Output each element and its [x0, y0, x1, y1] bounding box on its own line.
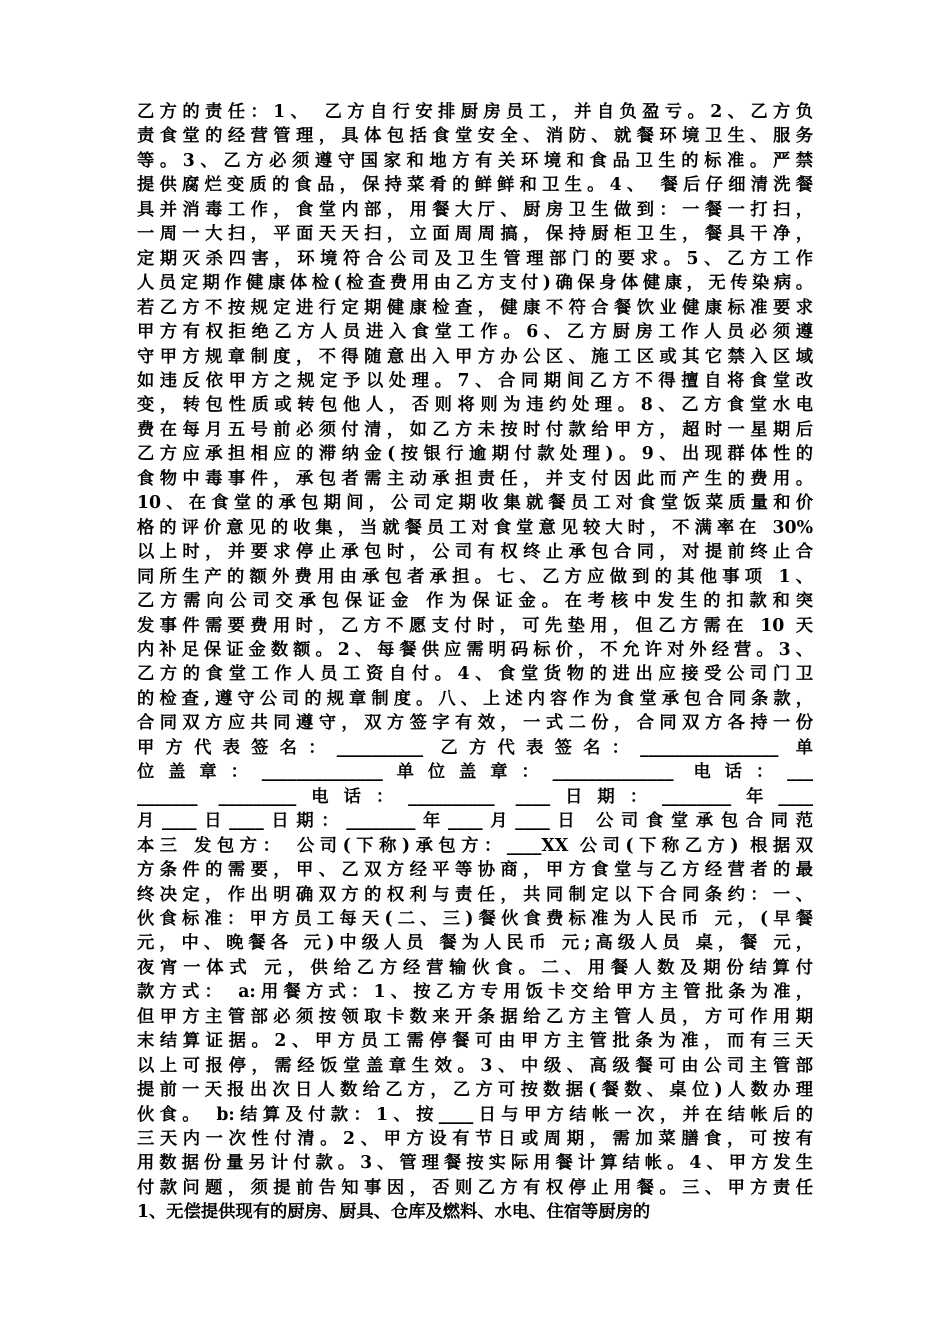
text-line: 乙方的食堂工作人员工资自付。4、食堂货物的进出应接受公司门卫 [137, 664, 813, 685]
text-line: 伙食标准：甲方员工每天(二、三)餐伙食费标准为人民币 元，(早餐 [137, 908, 813, 929]
text-line: 终决定，作出明确双方的权利与责任，共同制定以下合同条约：一、 [137, 884, 813, 905]
text-line: 方条件的需要，甲、乙双方经平等协商，甲方食堂与乙方经营者的最 [137, 860, 813, 881]
text-line: 具并消毒工作，食堂内部，用餐大厅、厨房卫生做到：一餐一打扫， [137, 199, 813, 220]
text-line: 乙方需向公司交承包保证金 作为保证金。在考核中发生的扣款和突 [137, 591, 813, 612]
text-line: 的检查,遵守公司的规章制度。八、上述内容作为食堂承包合同条款， [137, 688, 813, 709]
text-line: 变，转包性质或转包他人，否则将则为违约处理。8、乙方食堂水电 [137, 395, 813, 416]
text-line: 末结算证据。2、甲方员工需停餐可由甲方主管批条为准，而有三天 [137, 1031, 813, 1052]
signature-line: 甲方代表签名：__________ 乙方代表签名：________________ 单 [137, 737, 813, 758]
text-line: 三天内一次性付清。2、甲方设有节日或周期，需加菜膳食，可按有 [137, 1129, 813, 1150]
signature-line: 月____日____日期：________年____月____日 公司食堂承包合同范 [137, 811, 813, 832]
signature-line: 位盖章：______________单位盖章：______________ 电话：___ [137, 762, 813, 783]
document-page [137, 100, 813, 1225]
text-line: 10、在食堂的承包期间，公司定期收集就餐员工对食堂饭菜质量和价 [137, 493, 813, 514]
text-line: 但甲方主管部必须按领取卡数来开条据给乙方主管人员，方可作用期 [137, 1006, 813, 1027]
text-line: 伙食。 b:结算及付款：1、按____日与甲方结帐一次，并在结帐后的 [137, 1104, 813, 1125]
text-line: 付款问题，须提前告知事因，否则乙方有权停止用餐。三、甲方责任 [137, 1177, 813, 1198]
text-line: 等。3、乙方必须遵守国家和地方有关环境和食品卫生的标准。严禁 [137, 150, 813, 171]
text-line: 甲方有权拒绝乙方人员进入食堂工作。6、乙方厨房工作人员必须遵 [137, 322, 813, 343]
text-line: 用数据份量另计付款。3、管理餐按实际用餐计算结帐。4、甲方发生 [137, 1153, 813, 1174]
text-line: 款方式： a:用餐方式：1、按乙方专用饭卡交给甲方主管批条为准， [137, 982, 813, 1003]
text-line: 费在每月五号前必须付清，如乙方未按时付款给甲方，超时一星期后 [137, 419, 813, 440]
text-line: 食物中毒事件，承包者需主动承担责任，并支付因此而产生的费用。 [137, 468, 813, 489]
text-line: 守甲方规章制度，不得随意出入甲方办公区、施工区或其它禁入区域 [137, 346, 813, 367]
text-line: 乙方的责任：1、 乙方自行安排厨房员工，并自负盈亏。2、乙方负 [137, 102, 813, 122]
text-line: 以上可报停，需经饭堂盖章生效。3、中级、高级餐可由公司主管部 [137, 1055, 813, 1076]
text-line: 如违反依甲方之规定予以处理。7、合同期间乙方不得擅自将食堂改 [137, 370, 813, 391]
text-line: 提前一天报出次日人数给乙方，乙方可按数据(餐数、桌位)人数办理 [137, 1080, 813, 1101]
text-line: 元，中、晚餐各 元)中级人员 餐为人民币 元;高级人员 桌，餐 元， [137, 933, 813, 954]
text-line: 人员定期作健康体检(检查费用由乙方支付)确保身体健康，无传染病。 [137, 273, 813, 294]
text-line: 乙方应承担相应的滞纳金(按银行逾期付款处理)。9、出现群体性的 [137, 444, 813, 465]
text-line: 夜宵一体式 元，供给乙方经营输伙食。二、用餐人数及期份结算付 [137, 957, 813, 978]
signature-line: _______ _________电话：__________ ____日期：________年____ [137, 786, 813, 807]
text-line: 1、无偿提供现有的厨房、厨具、仓库及燃料、水电、住宿等厨房的 [137, 1202, 651, 1223]
text-line: 格的评价意见的收集，当就餐员工对食堂意见较大时，不满率在 30% [137, 517, 813, 538]
text-line: 内补足保证金数额。2、每餐供应需明码标价，不允许对外经营。3、 [137, 639, 813, 660]
text-line: 同所生产的额外费用由承包者承担。七、乙方应做到的其他事项 1、 [137, 566, 813, 587]
text-line: 定期灭杀四害，环境符合公司及卫生管理部门的要求。5、乙方工作 [137, 248, 813, 269]
text-line: 发事件需要费用时，乙方不愿支付时，可先垫用，但乙方需在 10 天 [137, 615, 813, 636]
text-line: 提供腐烂变质的食品，保持菜肴的鲜鲜和卫生。4、 餐后仔细清洗餐 [137, 175, 813, 196]
text-line: 以上时，并要求停止承包时，公司有权终止承包合同，对提前终止合 [137, 542, 813, 563]
text-line: 一周一大扫，平面天天扫，立面周周搞，保持厨柜卫生，餐具干净， [137, 224, 813, 245]
text-line: 责食堂的经营管理，具体包括食堂安全、消防、就餐环境卫生、服务 [137, 126, 813, 147]
text-line: 合同双方应共同遵守，双方签字有效，一式二份，合同双方各持一份 [137, 713, 813, 734]
text-line: 若乙方不按规定进行定期健康检查，健康不符合餐饮业健康标准要求 [137, 297, 813, 318]
text-line: 本三 发包方： 公司(下称)承包方：____XX 公司(下称乙方) 根据双 [137, 835, 813, 856]
